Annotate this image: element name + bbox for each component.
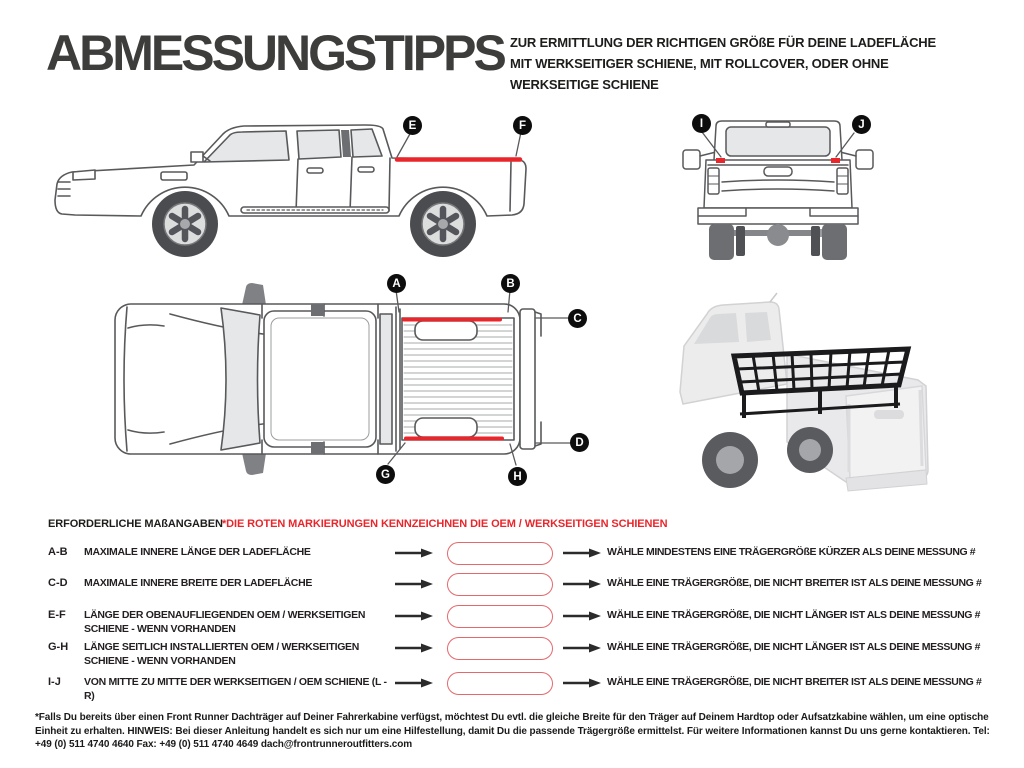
arrow-right-icon: [563, 579, 601, 589]
arrow-right-icon: [563, 643, 601, 653]
measurement-input[interactable]: [447, 573, 553, 596]
marker-f: F: [513, 116, 532, 135]
subtitle-line-1: ZUR ERMITTLUNG DER RICHTIGEN GRÖßE FÜR DEINE LADEFLÄCHE: [510, 35, 936, 50]
row-label: C-D: [48, 577, 68, 589]
marker-g: G: [376, 465, 395, 484]
row-instruction: WÄHLE EINE TRÄGERGRÖßE, DIE NICHT LÄNGER IST ALS DEINE MESSUNG #: [607, 609, 981, 621]
row-description: VON MITTE ZU MITTE DER WERKSEITIGEN / OEM SCHIENE (L - R): [84, 676, 387, 702]
row-description: MAXIMALE INNERE BREITE DER LADEFLÄCHE: [84, 577, 313, 589]
measurements-heading: ERFORDERLICHE MAßANGABEN: [48, 518, 223, 530]
footer-disclaimer: *Falls Du bereits über einen Front Runner Dachträger auf Deiner Fahrerkabine verfügst, möchtest Du evtl. die gleiche Breite für den Träger auf Deinem Hardtop oder Aufsatzkabine wählen, um eine optische Einheit zu erhalten. HINWEIS: Bei dieser Anleitung handelt es sich nur um eine Hilfestellung, damit Du die passende Trägergröße ermittelst. Für weitere Informationen kannst Du uns gerne kontaktieren. Tel: +49 (0) 511 4740 4640 Fax: +49 (0) 511 4740 4649 dach@frontrunneroutfitters.com: [35, 712, 990, 750]
rear-wheel: [410, 191, 476, 257]
arrow-right-icon: [563, 548, 601, 558]
red-rails-note: *DIE ROTEN MARKIERUNGEN KENNZEICHNEN DIE OEM / WERKSEITIGEN SCHIENEN: [222, 518, 668, 530]
page-title: ABMESSUNGSTIPPS: [46, 25, 504, 81]
arrow-right-icon: [395, 678, 433, 688]
marker-e: E: [403, 116, 422, 135]
row-label: E-F: [48, 609, 66, 621]
measurement-input[interactable]: [447, 672, 553, 695]
measurement-row-ef: [0, 605, 1024, 639]
front-wheel: [152, 191, 218, 257]
arrow-right-icon: [395, 611, 433, 621]
arrow-right-icon: [395, 579, 433, 589]
measurement-row-cd: [0, 573, 1024, 607]
row-instruction: WÄHLE MINDESTENS EINE TRÄGERGRÖßE KÜRZER ALS DEINE MESSUNG #: [607, 546, 976, 558]
truck-rear-view-illustration: [678, 112, 878, 262]
truck-side-view-diagram: [45, 112, 535, 272]
row-label: A-B: [48, 546, 68, 558]
row-description: LÄNGE DER OBENAUFLIEGENDEN OEM / WERKSEITIGEN SCHIENE - WENN VORHANDEN: [84, 609, 366, 635]
row-instruction: WÄHLE EINE TRÄGERGRÖßE, DIE NICHT LÄNGER IST ALS DEINE MESSUNG #: [607, 641, 981, 653]
row-label: I-J: [48, 676, 61, 688]
row-instruction: WÄHLE EINE TRÄGERGRÖßE, DIE NICHT BREITER IST ALS DEINE MESSUNG #: [607, 577, 982, 589]
measurement-row-gh: [0, 637, 1024, 671]
marker-j: J: [852, 115, 871, 134]
truck-top-view-illustration: [112, 278, 592, 493]
marker-a: A: [387, 274, 406, 293]
marker-i: I: [692, 114, 711, 133]
truck-rear-view-diagram: [678, 112, 878, 267]
row-description: MAXIMALE INNERE LÄNGE DER LADEFLÄCHE: [84, 546, 311, 558]
undercarriage: [709, 224, 847, 260]
row-instruction: WÄHLE EINE TRÄGERGRÖßE, DIE NICHT BREITER IST ALS DEINE MESSUNG #: [607, 676, 982, 688]
marker-c: C: [568, 309, 587, 328]
measurement-input[interactable]: [447, 605, 553, 628]
marker-h: H: [508, 467, 527, 486]
marker-b: B: [501, 274, 520, 293]
measurement-input[interactable]: [447, 542, 553, 565]
truck-side-view-illustration: [45, 112, 535, 267]
arrow-right-icon: [395, 643, 433, 653]
arrow-right-icon: [395, 548, 433, 558]
measurement-row-ij: [0, 672, 1024, 706]
subtitle-line-2: MIT WERKSEITIGER SCHIENE, MIT ROLLCOVER, ODER OHNE: [510, 56, 889, 71]
measurement-row-ab: [0, 542, 1024, 576]
subtitle-line-3: WERKSEITIGE SCHIENE: [510, 77, 659, 92]
truck-with-rack-image: [650, 292, 985, 502]
page-subtitle: [510, 32, 990, 95]
arrow-right-icon: [563, 611, 601, 621]
row-description: LÄNGE SEITLICH INSTALLIERTEN OEM / WERKSEITIGEN SCHIENE - WENN VORHANDEN: [84, 641, 360, 667]
truck-top-view-diagram: [112, 278, 592, 498]
marker-d: D: [570, 433, 589, 452]
arrow-right-icon: [563, 678, 601, 688]
measurement-input[interactable]: [447, 637, 553, 660]
truck-rack-illustration: [650, 292, 985, 497]
row-label: G-H: [48, 641, 69, 653]
